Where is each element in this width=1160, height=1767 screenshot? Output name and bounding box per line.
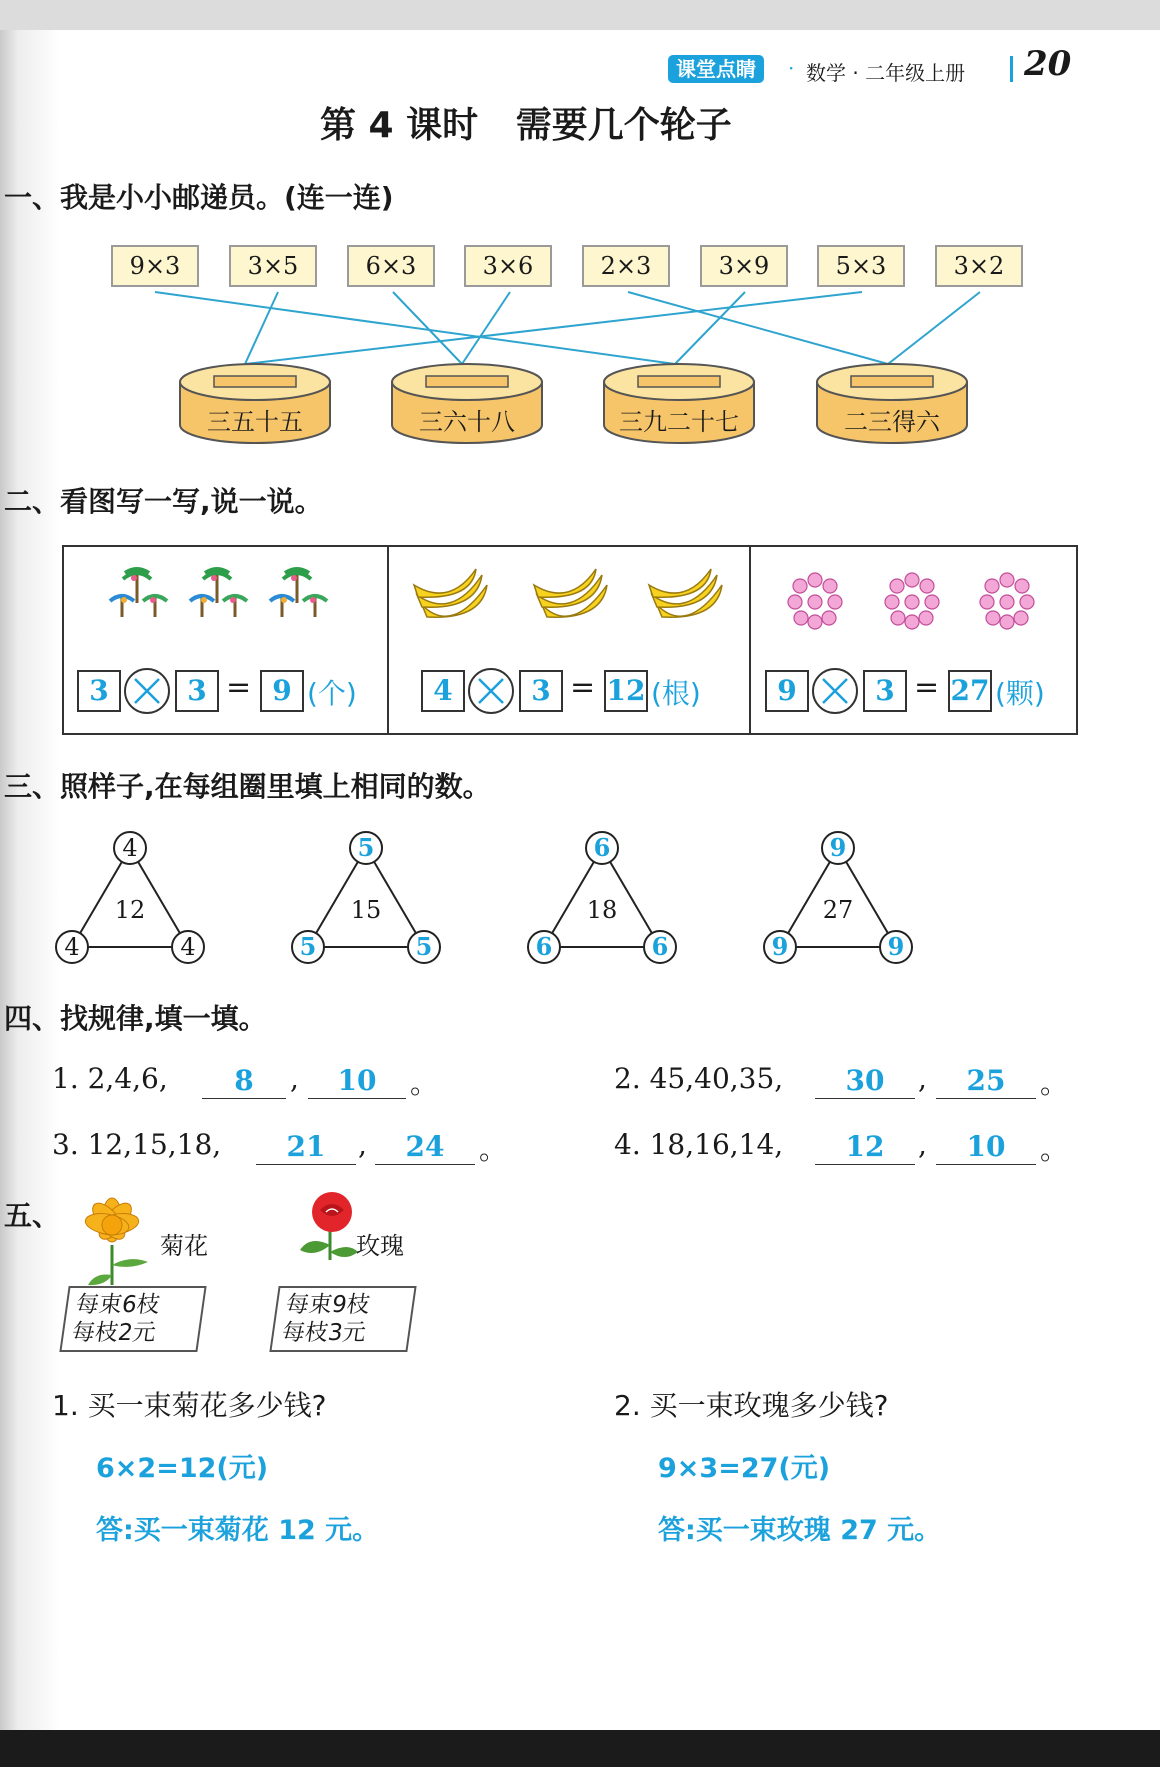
price-tag — [269, 1286, 416, 1352]
triangle-node[interactable]: 6 — [585, 831, 619, 865]
period: 。 — [1040, 1133, 1069, 1166]
drum-rhyme-label[interactable]: 三九二十七 — [619, 408, 739, 436]
price-tag — [59, 1286, 206, 1352]
product-box[interactable]: 27 — [948, 670, 992, 712]
unit-label: (根) — [651, 677, 701, 710]
written-answer[interactable]: 答:买一束菊花 12 元。 — [96, 1515, 380, 1546]
comma: , — [918, 1128, 927, 1161]
product-box[interactable]: 9 — [260, 670, 304, 712]
period: 。 — [410, 1067, 439, 1100]
answer-blank[interactable]: 30 — [815, 1064, 915, 1099]
section-1-title: 一、我是小小邮递员。(连一连) — [4, 181, 394, 214]
header-badge: 课堂点睛 — [668, 55, 764, 83]
equals-sign: = — [226, 670, 252, 705]
section-5-label: 五、 — [4, 1199, 61, 1232]
triangle-node[interactable]: 9 — [763, 930, 797, 964]
page-number: 20 — [1024, 44, 1072, 84]
price-tag-line: 每束9枝 — [284, 1292, 372, 1318]
triangle-node[interactable]: 9 — [879, 930, 913, 964]
triangle-sum: 12 — [114, 896, 146, 924]
factor-box[interactable]: 4 — [421, 670, 465, 712]
multiplication-card[interactable]: 3×9 — [700, 245, 788, 287]
sequence-prefix: 3. 12,15,18, — [52, 1128, 222, 1161]
price-tag-line: 每束6枝 — [74, 1292, 162, 1318]
sequence-prefix: 2. 45,40,35, — [614, 1062, 784, 1095]
unit-label: (个) — [307, 677, 357, 710]
factor-box[interactable]: 9 — [765, 670, 809, 712]
multiplication-card[interactable]: 5×3 — [817, 245, 905, 287]
answer-blank[interactable]: 24 — [375, 1130, 475, 1165]
triangle-node[interactable]: 5 — [291, 930, 325, 964]
triangle-node[interactable]: 9 — [821, 831, 855, 865]
triangle-node[interactable]: 5 — [349, 831, 383, 865]
header-book-title: 数学 · 二年级上册 — [806, 61, 966, 85]
answer-blank[interactable]: 12 — [815, 1130, 915, 1165]
product-box[interactable]: 12 — [604, 670, 648, 712]
factor-box[interactable]: 3 — [175, 670, 219, 712]
multiplication-card[interactable]: 3×2 — [935, 245, 1023, 287]
triangle-node: 4 — [171, 930, 205, 964]
drum-rhyme-label[interactable]: 三六十八 — [419, 408, 515, 436]
comma: , — [290, 1062, 299, 1095]
calculation-answer[interactable]: 9×3=27(元) — [658, 1453, 831, 1484]
sequence-prefix: 4. 18,16,14, — [614, 1128, 784, 1161]
triangle-node: 4 — [55, 930, 89, 964]
calculation-answer[interactable]: 6×2=12(元) — [96, 1453, 269, 1484]
factor-box[interactable]: 3 — [519, 670, 563, 712]
answer-blank[interactable]: 8 — [202, 1064, 286, 1099]
period: 。 — [1040, 1067, 1069, 1100]
factor-box[interactable]: 3 — [77, 670, 121, 712]
price-tag-line: 每枝3元 — [280, 1320, 368, 1346]
question-text: 2. 买一束玫瑰多少钱? — [614, 1389, 889, 1422]
header-dot: · — [788, 56, 795, 80]
equals-sign: = — [570, 670, 596, 705]
section-2-title: 二、看图写一写,说一说。 — [4, 485, 323, 518]
comma: , — [918, 1062, 927, 1095]
multiplication-card[interactable]: 6×3 — [347, 245, 435, 287]
triangle-node[interactable]: 5 — [407, 930, 441, 964]
drum-rhyme-label[interactable]: 二三得六 — [844, 408, 940, 436]
section-4-title: 四、找规律,填一填。 — [4, 1002, 267, 1035]
triangle-node: 4 — [113, 831, 147, 865]
rose-icon — [300, 1192, 358, 1260]
triangle-node[interactable]: 6 — [527, 930, 561, 964]
answer-blank[interactable]: 25 — [936, 1064, 1036, 1099]
period: 。 — [479, 1133, 508, 1166]
triangle-sum: 27 — [822, 896, 854, 924]
bottom-band — [0, 1730, 1160, 1767]
sequence-prefix: 1. 2,4,6, — [52, 1062, 168, 1095]
price-tag-line: 每枝2元 — [70, 1320, 158, 1346]
lesson-title: 第 4 课时 需要几个轮子 — [320, 105, 732, 146]
unit-label: (颗) — [995, 677, 1045, 710]
chrysanthemum-icon — [84, 1198, 148, 1285]
comma: , — [358, 1128, 367, 1161]
flower-name: 玫瑰 — [356, 1232, 404, 1260]
flower-name: 菊花 — [160, 1232, 208, 1260]
multiplication-card[interactable]: 9×3 — [111, 245, 199, 287]
multiplication-card[interactable]: 3×5 — [229, 245, 317, 287]
drum-rhyme-label[interactable]: 三五十五 — [207, 408, 303, 436]
answer-blank[interactable]: 21 — [256, 1130, 356, 1165]
factor-box[interactable]: 3 — [863, 670, 907, 712]
triangle-sum: 18 — [586, 896, 618, 924]
written-answer[interactable]: 答:买一束玫瑰 27 元。 — [658, 1515, 942, 1546]
section-3-title: 三、照样子,在每组圈里填上相同的数。 — [4, 770, 491, 803]
answer-blank[interactable]: 10 — [308, 1064, 406, 1099]
answer-blank[interactable]: 10 — [936, 1130, 1036, 1165]
multiplication-card[interactable]: 3×6 — [464, 245, 552, 287]
multiplication-card[interactable]: 2×3 — [582, 245, 670, 287]
equals-sign: = — [914, 670, 940, 705]
triangle-sum: 15 — [350, 896, 382, 924]
triangle-node[interactable]: 6 — [643, 930, 677, 964]
question-text: 1. 买一束菊花多少钱? — [52, 1389, 327, 1422]
